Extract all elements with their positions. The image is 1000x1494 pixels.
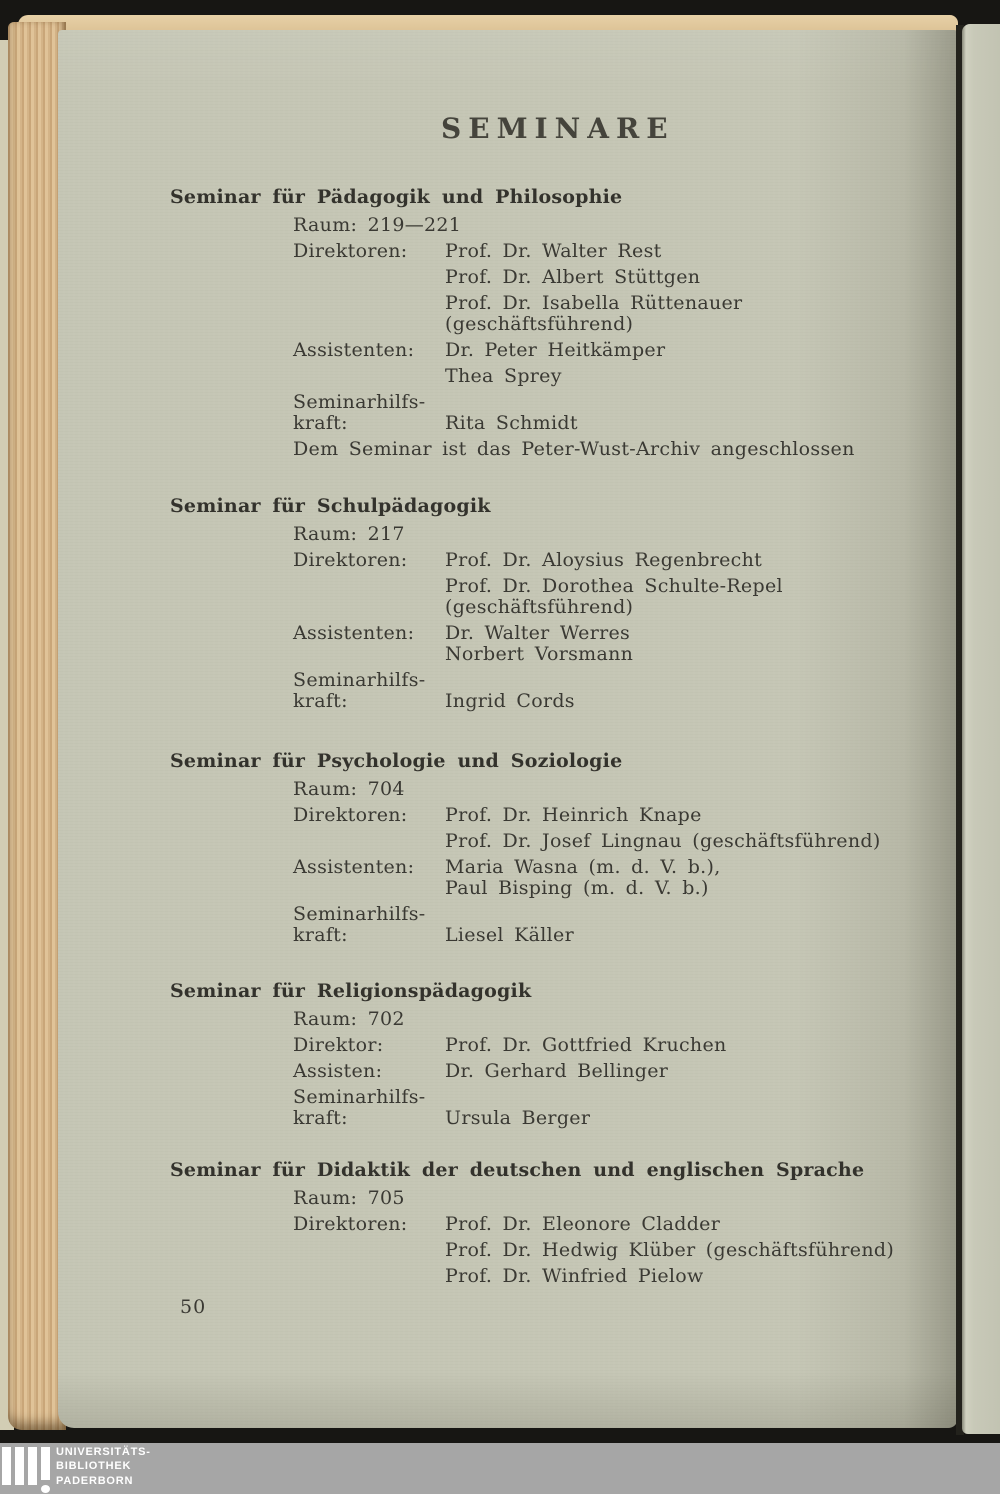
row-value xyxy=(445,776,910,802)
info-row xyxy=(170,922,910,948)
logo-bar-icon xyxy=(15,1447,24,1485)
row-label: kraft: xyxy=(293,412,348,434)
info-row xyxy=(170,1058,910,1084)
row-value: Liesel Käller xyxy=(445,924,574,946)
page-title: SEMINARE xyxy=(441,112,675,145)
row-label: Raum: 219—221 xyxy=(293,214,462,236)
info-row xyxy=(170,212,910,238)
section-heading: Seminar für Psychologie und Soziologie xyxy=(170,750,623,772)
info-row xyxy=(170,337,910,363)
row-value: Ingrid Cords xyxy=(445,690,575,712)
row-label: Direktor: xyxy=(293,1034,384,1056)
info-row xyxy=(170,547,910,573)
row-value: Prof. Dr. Walter Rest xyxy=(445,240,662,262)
info-row xyxy=(170,410,910,436)
row-label xyxy=(293,594,445,620)
info-row xyxy=(170,828,910,854)
row-value: Dr. Gerhard Bellinger xyxy=(445,1060,669,1082)
row-value xyxy=(445,1006,910,1032)
row-label xyxy=(293,641,445,667)
row-label: Assisten: xyxy=(293,1060,383,1082)
library-name-line1: UNIVERSITÄTS- xyxy=(56,1445,151,1458)
library-logo-icon xyxy=(0,1443,54,1494)
info-row xyxy=(170,1032,910,1058)
row-value: Prof. Dr. Albert Stüttgen xyxy=(445,266,701,288)
row-label: kraft: xyxy=(293,690,348,712)
info-row xyxy=(170,641,910,667)
info-row-note xyxy=(170,436,910,462)
row-label xyxy=(293,264,445,290)
info-row xyxy=(170,521,910,547)
info-row xyxy=(170,875,910,901)
row-label: Direktoren: xyxy=(293,549,408,571)
info-row xyxy=(170,1006,910,1032)
row-value: Paul Bisping (m. d. V. b.) xyxy=(445,877,709,899)
row-value xyxy=(445,521,910,547)
info-row xyxy=(170,688,910,714)
library-name-line2: BIBLIOTHEK xyxy=(56,1460,132,1472)
info-row xyxy=(170,238,910,264)
seminar-section-didaktik-sprache xyxy=(170,1157,910,1289)
row-label xyxy=(293,363,445,389)
info-row xyxy=(170,1263,910,1289)
row-label: Seminarhilfs- xyxy=(293,1086,426,1108)
info-row xyxy=(170,776,910,802)
row-value: Dr. Peter Heitkämper xyxy=(445,339,666,361)
logo-bar-icon xyxy=(28,1447,37,1485)
info-row xyxy=(170,1185,910,1211)
row-label: Seminarhilfs- xyxy=(293,903,426,925)
info-row xyxy=(170,311,910,337)
row-label: Direktoren: xyxy=(293,240,408,262)
row-value: Ursula Berger xyxy=(445,1107,591,1129)
row-label: Seminarhilfs- xyxy=(293,669,426,691)
row-value: Prof. Dr. Aloysius Regenbrecht xyxy=(445,549,763,571)
section-heading: Seminar für Religionspädagogik xyxy=(170,980,532,1002)
row-value: Prof. Dr. Josef Lingnau (geschäftsführend) xyxy=(445,830,881,852)
info-row xyxy=(170,363,910,389)
row-label: Assistenten: xyxy=(293,622,415,644)
info-row xyxy=(170,1105,910,1131)
row-value: Norbert Vorsmann xyxy=(445,643,634,665)
row-label: Seminarhilfs- xyxy=(293,391,426,413)
row-value: Prof. Dr. Eleonore Cladder xyxy=(445,1213,721,1235)
row-label: Direktoren: xyxy=(293,804,408,826)
row-label: Raum: 702 xyxy=(293,1008,405,1030)
row-label: Direktoren: xyxy=(293,1213,408,1235)
seminar-section-paedagogik-philosophie xyxy=(170,184,910,462)
row-label xyxy=(293,875,445,901)
row-label xyxy=(293,828,445,854)
row-label: Raum: 217 xyxy=(293,523,405,545)
row-value xyxy=(461,212,910,238)
info-row xyxy=(170,594,910,620)
seminar-section-religionspaedagogik xyxy=(170,978,910,1131)
logo-exclamation-bar-icon xyxy=(41,1447,50,1480)
section-heading: Seminar für Schulpädagogik xyxy=(170,495,491,517)
row-value: Prof. Dr. Hedwig Klüber (geschäftsführend) xyxy=(445,1239,895,1261)
info-row xyxy=(170,264,910,290)
info-row xyxy=(170,802,910,828)
seminar-section-schulpaedagogik xyxy=(170,493,910,714)
row-label: kraft: xyxy=(293,924,348,946)
row-label: Raum: 704 xyxy=(293,778,405,800)
row-value: Prof. Dr. Heinrich Knape xyxy=(445,804,702,826)
info-row xyxy=(170,1237,910,1263)
row-value: Prof. Dr. Gottfried Kruchen xyxy=(445,1034,727,1056)
row-label xyxy=(293,1263,445,1289)
row-label: kraft: xyxy=(293,1107,348,1129)
row-label: Raum: 705 xyxy=(293,1187,405,1209)
row-value xyxy=(445,1185,910,1211)
row-value: Rita Schmidt xyxy=(445,412,578,434)
seminar-section-psychologie-soziologie xyxy=(170,748,910,948)
logo-bar-icon xyxy=(2,1447,11,1485)
row-value: Thea Sprey xyxy=(445,365,562,387)
row-value: Prof. Dr. Isabella Rüttenauer xyxy=(445,292,743,314)
logo-exclamation-dot-icon xyxy=(41,1485,50,1493)
row-value: (geschäftsführend) xyxy=(445,313,634,335)
row-value: Prof. Dr. Dorothea Schulte-Repel xyxy=(445,575,783,597)
library-name-line3: PADERBORN xyxy=(56,1474,134,1487)
row-label: Dem Seminar ist das Peter-Wust-Archiv angeschlossen xyxy=(293,438,855,460)
info-row xyxy=(170,1211,910,1237)
section-heading: Seminar für Pädagogik und Philosophie xyxy=(170,186,623,208)
row-value: Maria Wasna (m. d. V. b.), xyxy=(445,856,721,878)
row-label xyxy=(293,1237,445,1263)
page-number: 50 xyxy=(180,1296,207,1318)
scan-footer-bar xyxy=(0,1443,1000,1494)
row-label xyxy=(293,311,445,337)
section-heading: Seminar für Didaktik der deutschen und englischen Sprache xyxy=(170,1159,865,1181)
row-value: (geschäftsführend) xyxy=(445,596,634,618)
row-label: Assistenten: xyxy=(293,856,415,878)
row-value: Prof. Dr. Winfried Pielow xyxy=(445,1265,704,1287)
row-label: Assistenten: xyxy=(293,339,415,361)
library-name xyxy=(56,1445,151,1489)
row-value xyxy=(855,436,910,462)
row-value: Dr. Walter Werres xyxy=(445,622,631,644)
